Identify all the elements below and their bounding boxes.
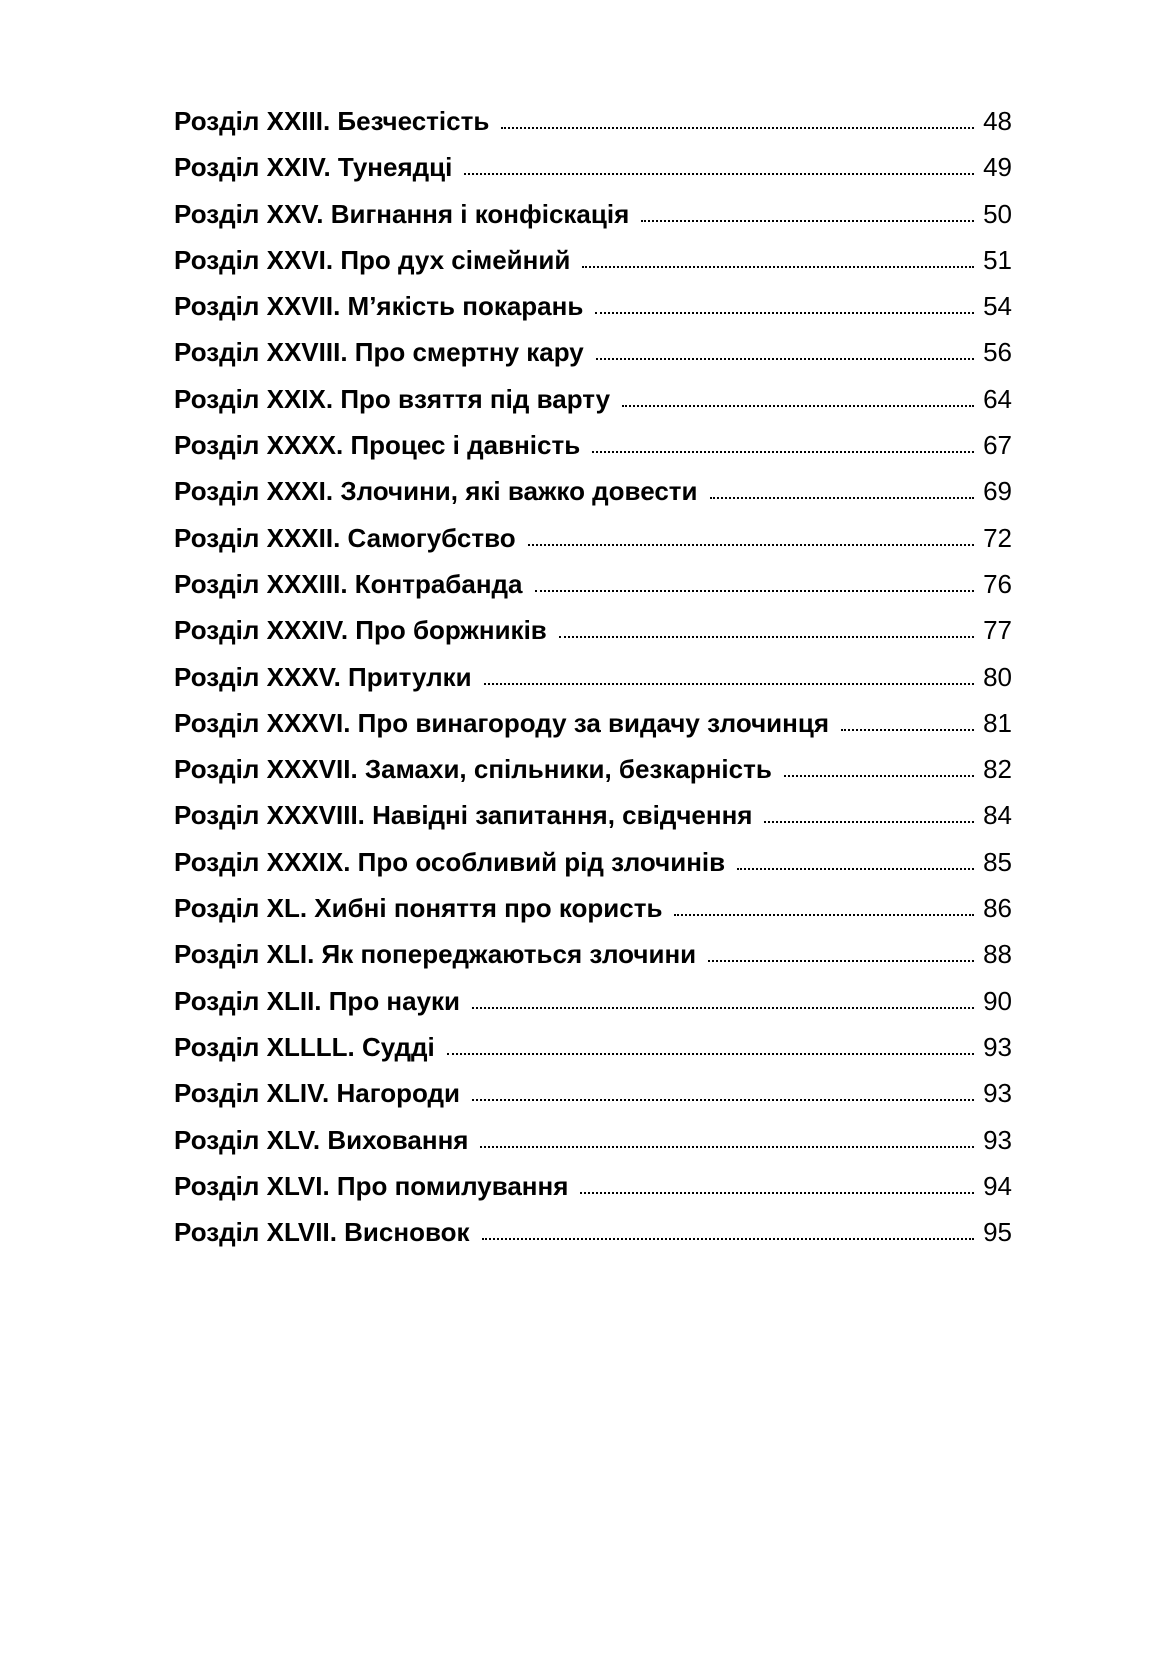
- dot-leader: [710, 496, 975, 499]
- toc-entry-title: Розділ XXIX. Про взяття під варту: [174, 383, 611, 414]
- toc-entry-page-number: 48: [983, 106, 1012, 136]
- dot-leader: [580, 1191, 974, 1194]
- dot-leader: [528, 543, 974, 546]
- dot-leader: [501, 126, 974, 129]
- toc-entry-page-number: 94: [983, 1170, 1012, 1201]
- toc-entry-page-number: 95: [983, 1217, 1012, 1248]
- toc-entry-title: Розділ XXVII. М’якість покарань: [174, 291, 584, 322]
- dot-leader: [447, 1052, 974, 1055]
- toc-entry: [174, 569, 1012, 615]
- toc-entry: [174, 1078, 1012, 1124]
- toc-entry-page-number: 56: [983, 337, 1012, 368]
- toc-entry-title: Розділ XXXX. Процес і давність: [174, 430, 581, 461]
- toc-entry-page-number: 49: [983, 152, 1012, 183]
- toc-entry-title: Розділ XXV. Вигнання і конфіскація: [174, 198, 630, 229]
- dot-leader: [484, 682, 974, 685]
- toc-entry: [174, 939, 1012, 985]
- toc-entry-title: Розділ XXVIII. Про смертну кару: [174, 337, 584, 368]
- dot-leader: [737, 867, 974, 870]
- toc-entry-page-number: 93: [983, 1031, 1012, 1062]
- dot-leader: [674, 913, 974, 916]
- toc-entry-page-number: 69: [983, 476, 1012, 507]
- dot-leader: [482, 1237, 975, 1240]
- toc-entry-title: Розділ XLV. Виховання: [174, 1124, 469, 1155]
- toc-entry: [174, 476, 1012, 522]
- dot-leader: [641, 219, 974, 222]
- dot-leader: [622, 404, 974, 407]
- toc-entry-title: Розділ XXXVIII. Навідні запитання, свідчення: [174, 800, 753, 831]
- toc-entry-page-number: 64: [983, 383, 1012, 414]
- toc-entry-title: Розділ XXXIII. Контрабанда: [174, 568, 523, 599]
- toc-entry: [174, 754, 1012, 800]
- toc-entry-title: Розділ XLIV. Нагороди: [174, 1078, 460, 1109]
- dot-leader: [764, 820, 974, 823]
- toc-entry: [174, 1125, 1012, 1171]
- toc-entry-title: Розділ XLVII. Висновок: [174, 1217, 470, 1248]
- dot-leader: [464, 172, 974, 175]
- toc-entry-page-number: 51: [983, 244, 1012, 275]
- dot-leader: [535, 589, 975, 592]
- toc-entry: [174, 1032, 1012, 1078]
- dot-leader: [708, 959, 974, 962]
- dot-leader: [472, 1098, 974, 1101]
- toc-entry: [174, 615, 1012, 661]
- dot-leader: [480, 1145, 974, 1148]
- toc-entry-title: Розділ XXXVII. Замахи, спільники, безкарність: [174, 754, 772, 785]
- toc-entry-title: Розділ XLI. Як попереджаються злочини: [174, 939, 697, 970]
- toc-entry: [174, 430, 1012, 476]
- toc-entry-page-number: 72: [983, 522, 1012, 553]
- toc-entry: [174, 847, 1012, 893]
- toc-entry: [174, 662, 1012, 708]
- toc-entry: [174, 152, 1012, 198]
- toc-entry-title: Розділ XL. Хибні поняття про користь: [174, 893, 663, 924]
- dot-leader: [784, 774, 974, 777]
- dot-leader: [559, 635, 974, 638]
- dot-leader: [841, 728, 974, 731]
- toc-entry-title: Розділ XLLLL. Судді: [174, 1031, 435, 1062]
- toc-entry-page-number: 80: [983, 661, 1012, 692]
- toc-entry-title: Розділ XXXI. Злочини, які важко довести: [174, 476, 698, 507]
- toc-entry: [174, 337, 1012, 383]
- toc-entry: [174, 986, 1012, 1032]
- toc-entry-page-number: 81: [983, 707, 1012, 738]
- toc-entry-page-number: 93: [983, 1124, 1012, 1155]
- toc-entry-page-number: 76: [983, 568, 1012, 599]
- toc-entry: [174, 893, 1012, 939]
- toc-entry-title: Розділ XXXIV. Про боржників: [174, 615, 547, 646]
- toc-entry: [174, 245, 1012, 291]
- dot-leader: [582, 265, 974, 268]
- toc-entry-page-number: 77: [983, 615, 1012, 646]
- toc-entry-title: Розділ XXXV. Притулки: [174, 661, 472, 692]
- toc-entry-page-number: 50: [983, 198, 1012, 229]
- toc-entry-page-number: 54: [983, 291, 1012, 322]
- toc-entry-page-number: 88: [983, 939, 1012, 970]
- toc-entry: [174, 1171, 1012, 1217]
- toc-entry-title: Розділ XXXII. Самогубство: [174, 522, 516, 553]
- toc-entry-page-number: 67: [983, 430, 1012, 461]
- toc-entry-title: Розділ XXVI. Про дух сімейний: [174, 244, 571, 275]
- toc-entry-title: Розділ XXXVI. Про винагороду за видачу злочинця: [174, 707, 830, 738]
- toc-entry-page-number: 90: [983, 985, 1012, 1016]
- dot-leader: [592, 450, 974, 453]
- toc-entry-page-number: 93: [983, 1078, 1012, 1109]
- toc-entry: [174, 384, 1012, 430]
- toc-entry: [174, 291, 1012, 337]
- toc-entry-title: Розділ XXIV. Тунеядці: [174, 152, 453, 183]
- toc-entry-page-number: 84: [983, 800, 1012, 831]
- toc-entry: [174, 199, 1012, 245]
- toc-entry: [174, 523, 1012, 569]
- toc-entry: [174, 708, 1012, 754]
- dot-leader: [472, 1006, 974, 1009]
- toc-entry-page-number: 82: [983, 754, 1012, 785]
- toc-entry-page-number: 86: [983, 893, 1012, 924]
- toc-entry-title: Розділ XXXIX. Про особливий рід злочинів: [174, 846, 726, 877]
- toc-entry-title: Розділ XLVI. Про помилування: [174, 1170, 569, 1201]
- toc-entry-title: Розділ XXIII. Безчестість: [174, 106, 490, 136]
- toc-entry-page-number: 85: [983, 846, 1012, 877]
- dot-leader: [596, 357, 974, 360]
- toc-entry-title: Розділ XLII. Про науки: [174, 985, 461, 1016]
- toc-entry: [174, 1217, 1012, 1263]
- toc-entry: [174, 106, 1012, 152]
- table-of-contents: [174, 106, 1012, 1263]
- toc-entry: [174, 800, 1012, 846]
- dot-leader: [595, 311, 974, 314]
